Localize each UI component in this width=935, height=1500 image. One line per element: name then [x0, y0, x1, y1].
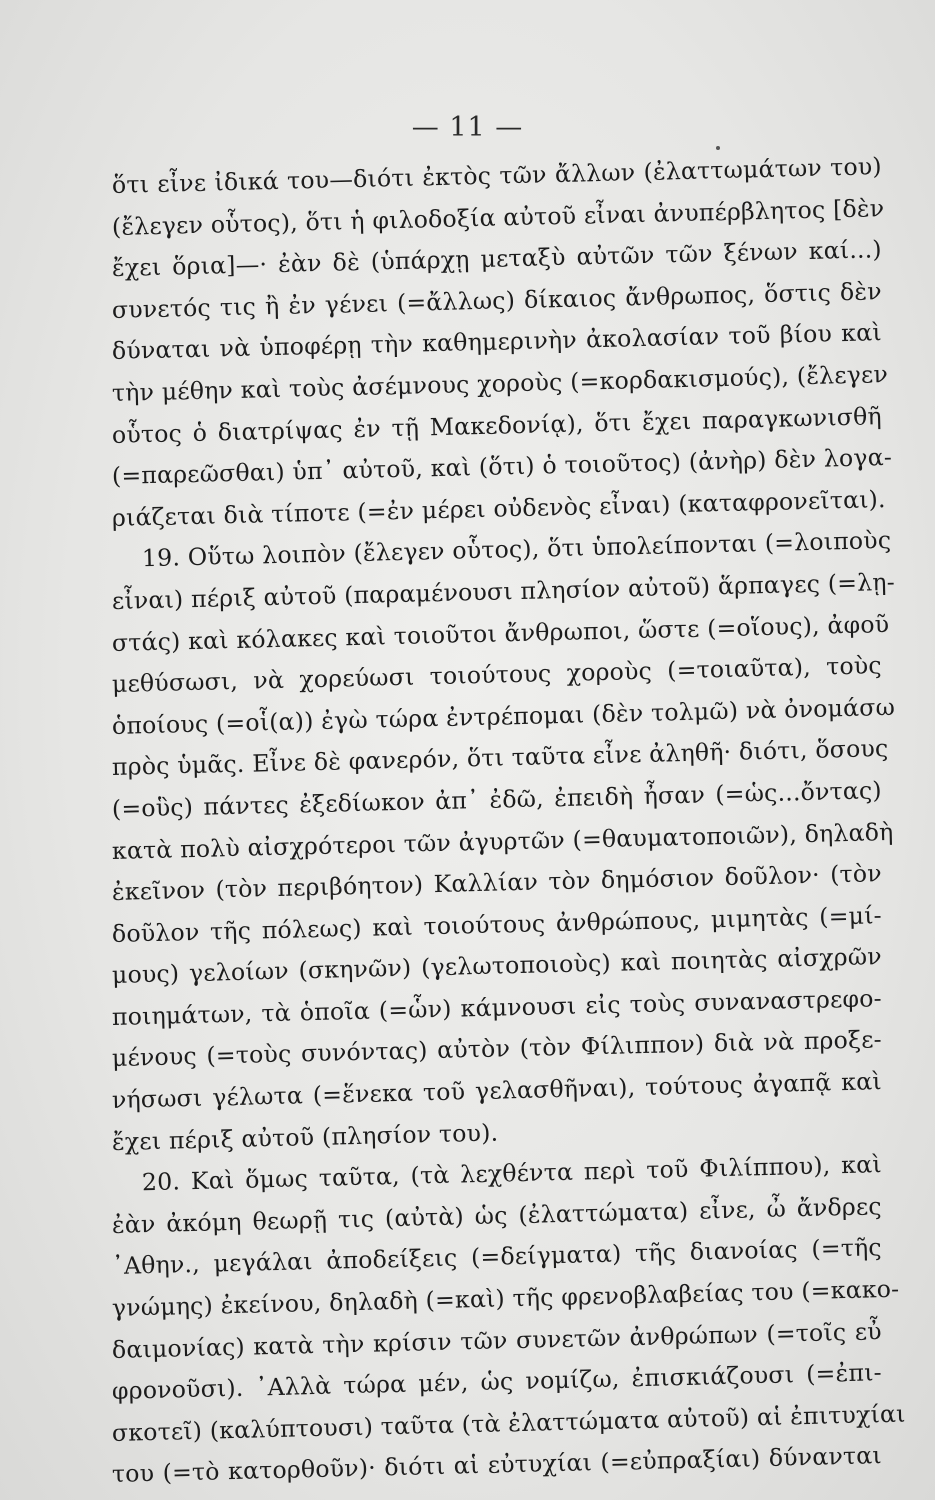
text-line: συνετός τις ἢ ἐν γένει (=ἄλλως) δίκαιος ἄνθρωπος, ὅστις δὲν — [111, 276, 883, 324]
text-line: γνώμης) ἐκείνου, δηλαδὴ (=καὶ) τῆς φρενοβλαβείας του (=κακο- — [111, 1274, 900, 1323]
paragraph-19-end: ἔχει πέριξ αὐτοῦ (πλησίον του). — [111, 1118, 499, 1156]
text-line: σκοτεῖ) (καλύπτουσι) ταῦτα (τὰ ἐλαττώματα αὐτοῦ) αἱ ἐπιτυχίαι — [111, 1399, 906, 1447]
paragraph-20-start: 20. Καὶ ὅμως ταῦτα, (τὰ λεχθέντα περὶ τοῦ Φιλίππου), καὶ — [141, 1150, 883, 1197]
text-line: ἐὰν ἀκόμη θεωρῇ τις (αὐτὰ) ὡς (ἐλαττώματα) εἶνε, ὦ ἄνδρες — [111, 1192, 883, 1239]
text-line: (ἔλεγεν οὗτος), ὅτι ἡ φιλοδοξία αὐτοῦ εἶναι ἀνυπέρβλητος [δὲν — [111, 193, 885, 241]
page-number: — 11 — — [411, 112, 524, 143]
text-line: ριάζεται διὰ τίποτε (=ἐν μέρει οὐδενὸς εἶναι) (καταφρονεῖται). — [111, 484, 887, 532]
text-line: δοῦλον τῆς πόλεως) καὶ τοιούτους ἀνθρώπους, μιμητὰς (=μί- — [111, 900, 883, 948]
text-line: ποιημάτων, τὰ ὁποῖα (=ὧν) κάμνουσι εἰς τοὺς συναναστρεφο- — [111, 984, 883, 1031]
text-line: μένους (=τοὺς συνόντας) αὐτὸν (τὸν Φίλιππον) διὰ νὰ προξε- — [111, 1025, 883, 1073]
text-line: κατὰ πολὺ αἰσχρότεροι τῶν ἀγυρτῶν (=θαυματοποιῶν), δηλαδὴ — [111, 817, 894, 865]
text-line: (=οὓς) πάντες ἐξεδίωκον ἀπ᾽ ἐδῶ, ἐπειδὴ ἦσαν (=ὡς...ὄντας) — [111, 776, 883, 823]
text-line: εἶναι) πέριξ αὐτοῦ (παραμένουσι πλησίον αὐτοῦ) ἅρπαγες (=λῃ- — [111, 567, 896, 615]
paragraph-19-start: 19. Οὕτω λοιπὸν (ἔλεγεν οὗτος), ὅτι ὑπολείπονται (=λοιποὺς — [141, 526, 892, 573]
text-line: ὅτι εἶνε ἰδικά του—διότι ἐκτὸς τῶν ἄλλων (ἐλαττωμάτων του) — [111, 152, 883, 199]
text-line: ἐκεῖνον (τὸν περιβόητον) Καλλίαν τὸν δημόσιον δοῦλον· (τὸν — [111, 859, 883, 907]
text-line: νήσωσι γέλωτα (=ἕνεκα τοῦ γελασθῆναι), τούτους ἀγαπᾷ καὶ — [111, 1067, 883, 1115]
text-line: μους) γελοίων (σκηνῶν) (γελωτοποιοὺς) καὶ ποιητὰς αἰσχρῶν — [111, 942, 883, 990]
text-line: πρὸς ὑμᾶς. Εἶνε δὲ φανερόν, ὅτι ταῦτα εἶνε ἀληθῆ· διότι, ὅσους — [111, 734, 889, 782]
body-text — [111, 152, 906, 1496]
text-line: ᾽Αθην., μεγάλαι ἀποδείξεις (=δείγματα) τῆς διανοίας (=τῆς — [111, 1233, 883, 1281]
text-line: ὁποίους (=οἷ(α)) ἐγὼ τώρα ἐντρέπομαι (δὲν τολμῶ) νὰ ὀνομάσω — [111, 692, 896, 740]
text-line: δύναται νὰ ὑποφέρῃ τὴν καθημερινὴν ἀκολασίαν τοῦ βίου καὶ — [111, 318, 883, 366]
text-line: τὴν μέθην καὶ τοὺς ἀσέμνους χοροὺς (=κορδακισμούς), (ἔλεγεν — [111, 360, 889, 407]
text-line: του (=τὸ κατορθοῦν)· διότι αἱ εὐτυχίαι (=εὐπραξίαι) δύνανται — [111, 1441, 883, 1489]
text-line: μεθύσωσι, νὰ χορεύωσι τοιούτους χοροὺς (=τοιαῦτα), τοὺς — [111, 651, 883, 699]
text-line: στάς) καὶ κόλακες καὶ τοιοῦτοι ἄνθρωποι, ὥστε (=οἵους), ἀφοῦ — [111, 609, 890, 657]
text-line: ἔχει ὅρια]—· ἐὰν δὲ (ὑπάρχῃ μεταξὺ αὐτῶν τῶν ξένων καί...) — [111, 235, 883, 283]
text-line: δαιμονίας) κατὰ τὴν κρίσιν τῶν συνετῶν ἀνθρώπων (=τοῖς εὖ — [111, 1316, 883, 1364]
text-line: (=παρεῶσθαι) ὑπ᾽ αὐτοῦ, καὶ (ὅτι) ὁ τοιοῦτος) (ἀνὴρ) δὲν λογα- — [111, 443, 893, 491]
text-line: οὗτος ὁ διατρίψας ἐν τῇ Μακεδονίᾳ), ὅτι ἔχει παραγκωνισθῆ — [111, 401, 883, 449]
text-line: φρονοῦσι). ᾽Αλλὰ τώρα μέν, ὡς νομίζω, ἐπισκιάζουσι (=ἐπι- — [111, 1358, 883, 1406]
